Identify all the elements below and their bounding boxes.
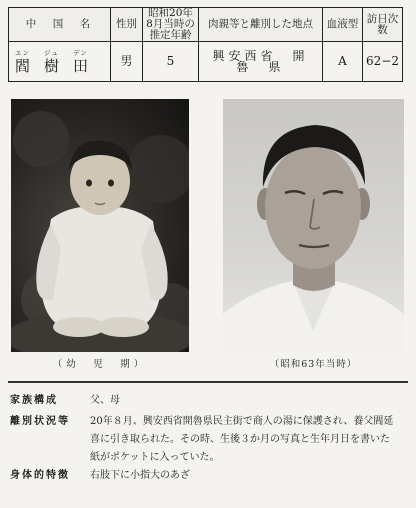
table-record-row [9, 42, 403, 82]
header-sex: 性別 [111, 8, 143, 42]
header-blood: 血液型 [323, 8, 363, 42]
ruby-1: エン [15, 48, 30, 57]
header-place: 肉親等と離別した地点 [199, 8, 323, 42]
header-age [143, 8, 199, 42]
section-divider [8, 381, 408, 383]
circumstances-line-1: 20年８月、興安西省開魯県民主街で商人の湯に保護され、養父閻延 [90, 416, 394, 427]
ruby-3: デン [73, 48, 88, 57]
record-survey: 62−2 [363, 42, 403, 82]
record-sex: 男 [111, 42, 143, 82]
family-label: 家族構成 [10, 395, 58, 406]
header-age-line2: 8月当時の [146, 18, 195, 30]
ruby-2: ジュ [44, 48, 59, 57]
circumstances-value [90, 413, 412, 467]
header-age-line1: 昭和20年 [148, 7, 193, 19]
circumstances-label: 離別状況等 [10, 416, 70, 427]
features-value: 右肢下に小指大のあざ [90, 470, 190, 481]
child-photo-caption: （幼 児 期） [52, 359, 148, 370]
header-age-line3: 推定年齢 [149, 29, 192, 41]
circumstances-line-2: 喜に引き取られた。その時、生後３か月の写真と生年月日を書いた [90, 434, 390, 445]
family-value: 父、母 [90, 395, 120, 406]
child-portrait-image [11, 99, 189, 352]
record-place: 興安西省 開 魯 県 [199, 42, 323, 82]
info-table [8, 7, 403, 82]
adult-photo-caption: （昭和63年当時） [269, 359, 358, 370]
features-label: 身体的特徴 [10, 470, 70, 481]
record-blood: A [323, 42, 363, 82]
header-name: 中 国 名 [9, 8, 111, 42]
adult-photo [223, 99, 404, 352]
chinese-name: 閻樹田 [15, 56, 103, 75]
header-survey: 訪日次数 [363, 8, 403, 42]
circumstances-line-3: 紙がポケットに入っていた。 [90, 452, 220, 463]
table-header-row [9, 8, 403, 42]
child-photo [11, 99, 189, 352]
adult-portrait-image [223, 99, 404, 352]
record-age: 5 [143, 42, 199, 82]
record-name [9, 42, 111, 82]
